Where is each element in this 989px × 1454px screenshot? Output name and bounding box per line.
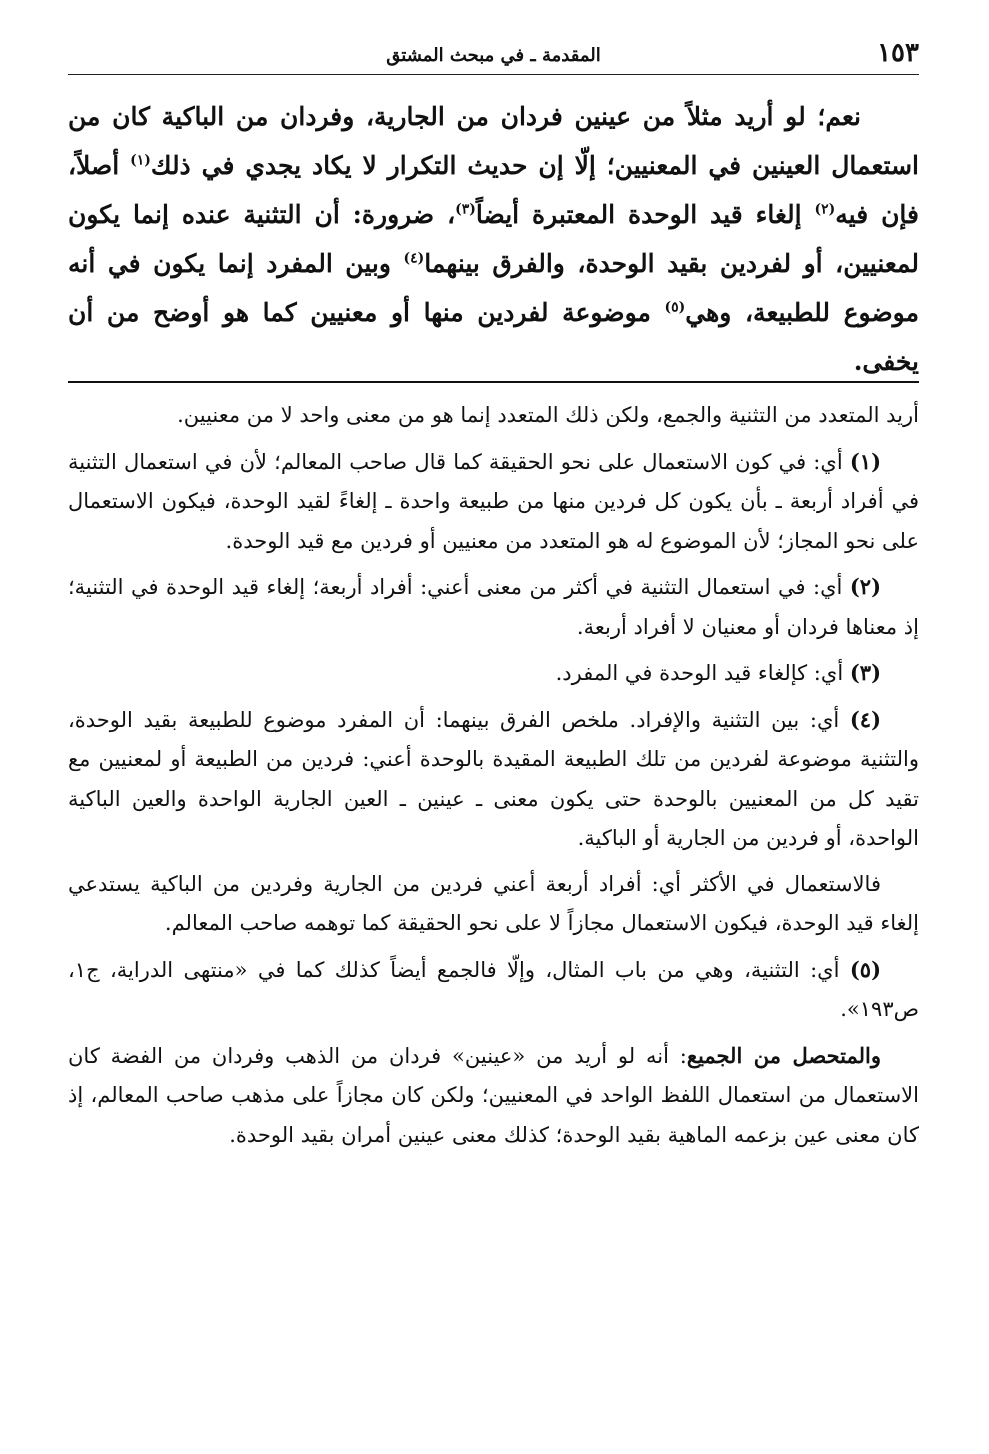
running-title: المقدمة ـ في مبحث المشتق xyxy=(386,45,601,66)
footnote-2-number: (٢) xyxy=(849,574,881,599)
footnote-ref-4: (٤) xyxy=(403,250,425,267)
footnote-4-continuation xyxy=(68,865,919,944)
footnote-continuation xyxy=(68,396,919,436)
footnote-5-text: أي: التثنية، وهي من باب المثال، وإلّا فالجمع أيضاً كذلك كما في «منتهى الدراية، ج١، ص١٩٣». xyxy=(68,957,919,1021)
footnote-ref-1: (١) xyxy=(130,152,151,169)
footnote-1-text: أي: في كون الاستعمال على نحو الحقيقة كما قال صاحب المعالم؛ لأن في استعمال التثنية في أفراد أربعة ـ بأن يكون كل فردين منها من طبيعة واحدة ـ إلغاءً لقيد الوحدة، فيكون الاستعمال على نحو المجاز؛ لأن الموضوع له هو المتعدد من معنيين أو فردين مع قيد الوحدة. xyxy=(68,449,919,553)
main-text xyxy=(68,92,919,386)
footnotes xyxy=(68,396,919,1161)
main-text-part-2: أصلاً، فإن فيه xyxy=(68,151,919,229)
footnote-4-number: (٤) xyxy=(849,706,881,732)
footnote-5 xyxy=(68,950,919,1030)
main-text-part-3: إلغاء قيد الوحدة المعتبرة أيضاً xyxy=(475,200,815,229)
main-text-part-1: نعم؛ لو أريد مثلاً من عينين فردان من الجارية، وفردان من الباكية كان من استعمال العينين في المعنيين؛ إلّا إن حديث التكرار لا يكاد يجدي في ذلك xyxy=(68,102,919,180)
footnote-ref-3: (٣) xyxy=(455,201,476,218)
footnote-2-text: أي: في استعمال التثنية في أكثر من معنى أعني: أفراد أربعة؛ إلغاء قيد الوحدة في التثنية؛ إذ معناها فردان أو معنيان لا أفراد أربعة. xyxy=(68,575,919,639)
footnote-4-continuation-text: فالاستعمال في الأكثر أي: أفراد أربعة أعني فردين من الجارية وفردين من الباكية يستدعي إلغاء قيد الوحدة، فيكون الاستعمال مجازاً لا على نحو الحقيقة كما توهمه صاحب المعالم. xyxy=(68,871,919,935)
footnote-continuation-text: أريد المتعدد من التثنية والجمع، ولكن ذلك المتعدد إنما هو من معنى واحد لا من معنيين. xyxy=(177,403,919,427)
footnote-ref-2: (٢) xyxy=(814,201,836,218)
running-header xyxy=(68,38,919,75)
main-text-part-5: وبين المفرد إنما يكون في أنه موضوع للطبيعة، وهي xyxy=(68,249,919,327)
summary-paragraph xyxy=(68,1036,919,1156)
footnote-4 xyxy=(68,700,919,859)
summary-text: : أنه لو أريد من «عينين» فردان من الذهب وفردان من الفضة كان الاستعمال من استعمال اللفظ الواحد في المعنيين؛ ولكن كان مجازاً على مذهب صاحب المعالم، إذ كان معنى عين بزعمه الماهية بقيد الوحدة؛ كذلك معنى عينين أمران بقيد الوحدة. xyxy=(68,1043,919,1147)
footnote-3-text: أي: كإلغاء قيد الوحدة في المفرد. xyxy=(555,661,850,685)
footnote-4-text: أي: بين التثنية والإفراد. ملخص الفرق بينهما: أن المفرد موضوع للطبيعة بقيد الوحدة، والتثنية موضوعة لفردين من تلك الطبيعة المقيدة بالوحدة أعني: فردين من الطبيعة أو لمعنيين مع تقيد كل من المعنيين بالوحدة حتى يكون معنى ـ عينين ـ العين الجارية الواحدة والعين الباكية الواحدة، أو فردين من الجارية أو الباكية. xyxy=(68,707,919,850)
footnote-1 xyxy=(68,442,919,562)
page-number: ١٥٣ xyxy=(877,38,919,68)
footnote-3-number: (٣) xyxy=(849,660,881,685)
main-text-part-4: ، ضرورة: أن التثنية عنده إنما يكون لمعنيين، أو لفردين بقيد الوحدة، والفرق بينهما xyxy=(68,200,920,278)
footnote-3 xyxy=(68,653,919,694)
footnote-ref-5: (٥) xyxy=(664,299,686,316)
footnote-separator xyxy=(68,381,919,383)
main-text-part-6: موضوعة لفردين منها أو معنيين كما هو أوضح من أن يخفى. xyxy=(68,298,919,376)
footnote-1-number: (١) xyxy=(849,448,881,474)
footnote-5-number: (٥) xyxy=(849,956,881,982)
summary-lead: والمتحصل من الجميع xyxy=(686,1042,881,1068)
footnote-2 xyxy=(68,567,919,647)
